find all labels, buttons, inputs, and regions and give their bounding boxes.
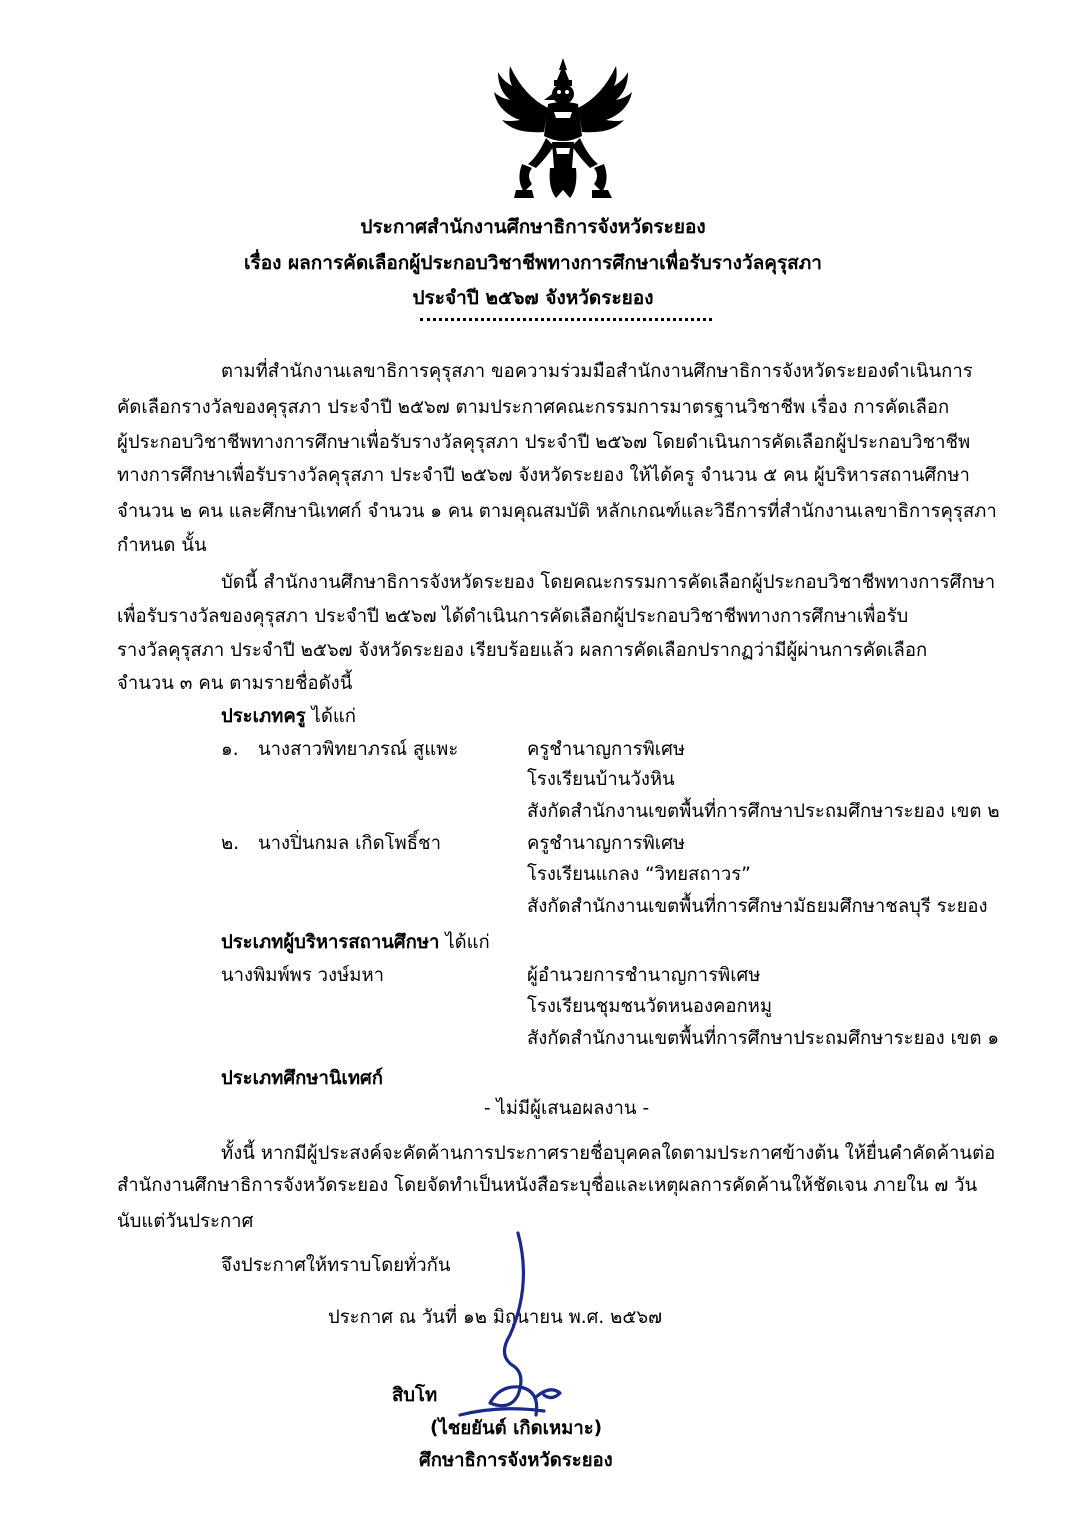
announcement-year: ประจำปี ๒๕๖๗ จังหวัดระยอง xyxy=(412,287,654,309)
para1-line: ผู้ประกอบวิชาชีพทางการศึกษาเพื่อรับรางวัลคุรุสภา ประจำปี ๒๕๖๗ โดยดำเนินการคัดเลือกผู้ประกอบวิชาชีพ xyxy=(117,432,971,453)
dotted-divider xyxy=(420,318,712,321)
para2-line: เพื่อรับรางวัลของคุรุสภา ประจำปี ๒๕๖๗ ได้ดำเนินการคัดเลือกผู้ประกอบวิชาชีพทางการศึกษาเพื่อรับ xyxy=(117,606,909,627)
signatory-rank: สิบโท xyxy=(392,1385,438,1406)
closing-statement: จึงประกาศให้ทราบโดยทั่วกัน xyxy=(221,1255,451,1276)
teachers-heading-label: ประเภทครู xyxy=(221,706,306,727)
teacher-1-position: ครูชำนาญการพิเศษ xyxy=(527,739,686,760)
teacher-1-affiliation: สังกัดสำนักงานเขตพื้นที่การศึกษาประถมศึกษาระยอง เขต ๒ xyxy=(527,801,1000,822)
admins-heading-label: ประเภทผู้บริหารสถานศึกษา xyxy=(221,932,440,953)
admin-name: นางพิมพ์พร วงษ์มหา xyxy=(221,965,385,986)
signatory-title: ศึกษาธิการจังหวัดระยอง xyxy=(419,1450,613,1471)
announcement-date: ประกาศ ณ วันที่ ๑๒ มิถุนายน พ.ศ. ๒๕๖๗ xyxy=(328,1307,663,1328)
para1-line: คัดเลือกรางวัลของคุรุสภา ประจำปี ๒๕๖๗ ตามประกาศคณะกรรมการมาตรฐานวิชาชีพ เรื่อง การคัดเลือก xyxy=(117,397,950,418)
admins-heading xyxy=(221,934,490,953)
admin-affiliation: สังกัดสำนักงานเขตพื้นที่การศึกษาประถมศึกษาระยอง เขต ๑ xyxy=(527,1028,1000,1049)
signatory-name: (ไชยยันต์ เกิดเหมาะ) xyxy=(430,1418,603,1439)
announcement-subject: เรื่อง ผลการคัดเลือกผู้ประกอบวิชาชีพทางการศึกษาเพื่อรับรางวัลคุรุสภา xyxy=(244,252,822,274)
para2-line: บัดนี้ สำนักงานศึกษาธิการจังหวัดระยอง โดยคณะกรรมการคัดเลือกผู้ประกอบวิชาชีพทางการศึกษา xyxy=(221,572,996,593)
teacher-1-name: นางสาวพิทยาภรณ์ สูแพะ xyxy=(258,739,459,760)
teacher-2-name: นางปิ่นกมล เกิดโพธิ์ชา xyxy=(258,833,441,854)
para2-line: จำนวน ๓ คน ตามรายชื่อดังนี้ xyxy=(117,673,353,694)
teacher-2-affiliation: สังกัดสำนักงานเขตพื้นที่การศึกษามัธยมศึกษาชลบุรี ระยอง xyxy=(527,896,988,917)
handwritten-signature xyxy=(440,1225,570,1445)
para1-line: จำนวน ๒ คน และศึกษานิเทศก์ จำนวน ๑ คน ตามคุณสมบัติ หลักเกณฑ์และวิธีการที่สำนักงานเลขาธิการคุรุสภา xyxy=(117,501,997,522)
supervisors-heading: ประเภทศึกษานิเทศก์ xyxy=(221,1068,383,1089)
teachers-heading-suffix: ได้แก่ xyxy=(305,706,356,727)
para1-line: ตามที่สำนักงานเลขาธิการคุรุสภา ขอความร่วมมือสำนักงานศึกษาธิการจังหวัดระยองดำเนินการ xyxy=(221,361,973,382)
supervisors-none: - ไม่มีผู้เสนอผลงาน - xyxy=(483,1098,650,1119)
teachers-heading xyxy=(221,708,356,727)
admin-position: ผู้อำนวยการชำนาญการพิเศษ xyxy=(527,965,761,986)
admin-school: โรงเรียนชุมชนวัดหนองคอกหมู xyxy=(527,996,773,1017)
teacher-2-number: ๒. xyxy=(221,833,240,854)
para2-line: รางวัลคุรุสภา ประจำปี ๒๕๖๗ จังหวัดระยอง เรียบร้อยแล้ว ผลการคัดเลือกปรากฏว่ามีผู้ผ่านการคัดเลือก xyxy=(117,640,928,661)
announcement-title: ประกาศสำนักงานศึกษาธิการจังหวัดระยอง xyxy=(360,216,706,238)
para3-line: ทั้งนี้ หากมีผู้ประสงค์จะคัดค้านการประกาศรายชื่อบุคคลใดตามประกาศข้างต้น ให้ยื่นคำคัดค้านต่อ xyxy=(221,1143,996,1164)
para1-line: ทางการศึกษาเพื่อรับรางวัลคุรุสภา ประจำปี ๒๕๖๗ จังหวัดระยอง ให้ได้ครู จำนวน ๕ คน ผู้บริหารสถานศึกษา xyxy=(117,465,970,486)
teacher-1-school: โรงเรียนบ้านวังหิน xyxy=(527,769,675,790)
para3-line: นับแต่วันประกาศ xyxy=(117,1211,254,1232)
teacher-2-position: ครูชำนาญการพิเศษ xyxy=(527,833,686,854)
admins-heading-suffix: ได้แก่ xyxy=(439,932,490,953)
garuda-emblem-icon xyxy=(488,56,638,206)
teacher-2-school: โรงเรียนแกลง “วิทยสถาวร” xyxy=(527,864,751,885)
teacher-1-number: ๑. xyxy=(221,739,239,760)
para1-line: กำหนด นั้น xyxy=(117,535,207,556)
para3-line: สำนักงานศึกษาธิการจังหวัดระยอง โดยจัดทำเป็นหนังสือระบุชื่อและเหตุผลการคัดค้านให้ชัดเจน ภายใน ๗ วัน xyxy=(117,1175,978,1196)
